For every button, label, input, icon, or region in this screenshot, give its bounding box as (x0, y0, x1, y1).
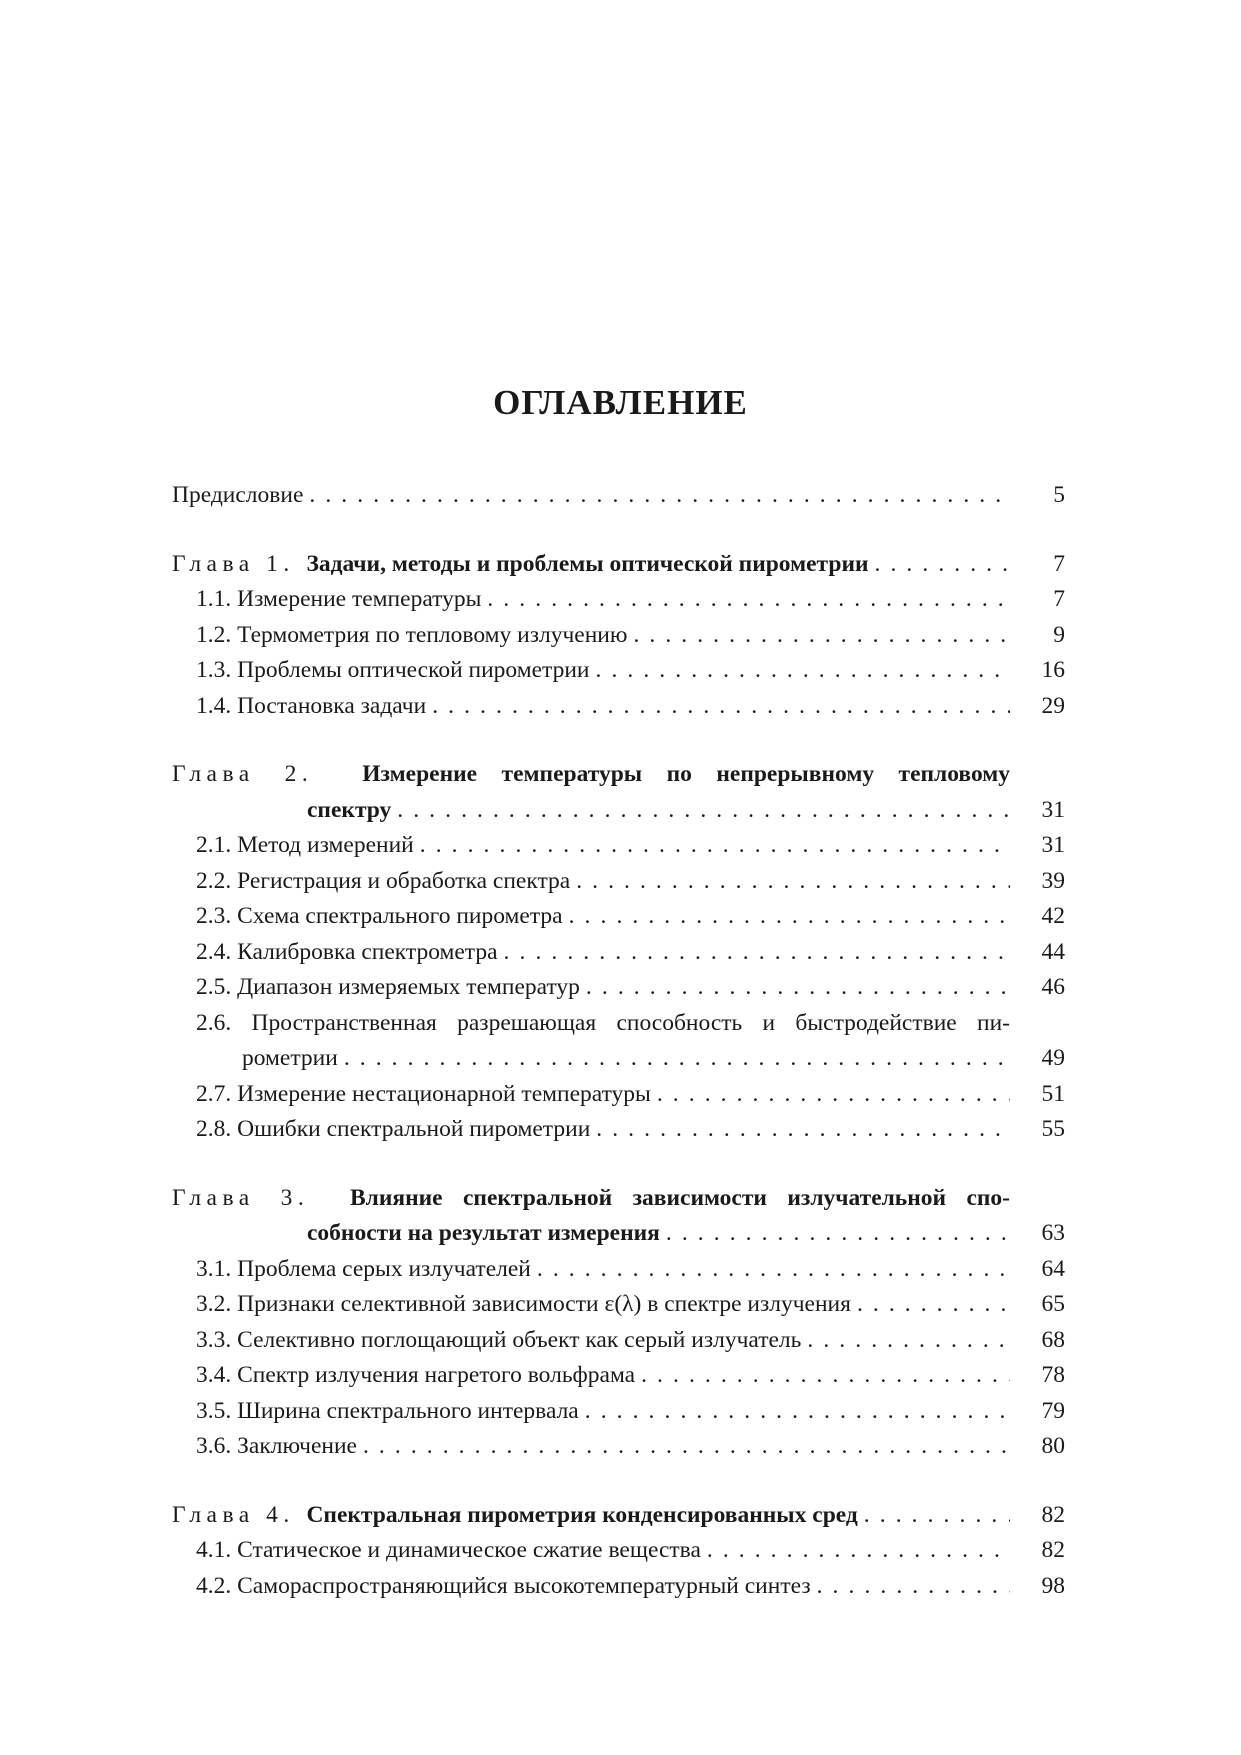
toc-entry-label: 2.2. Регистрация и обработка спектра (196, 868, 576, 894)
chapter-prefix: Глава 2. (172, 761, 314, 787)
toc-page-number: 80 (1041, 1433, 1065, 1459)
toc-entry-label: 2.7. Измерение нестационарной температуры (196, 1081, 657, 1107)
toc-chapter-4[interactable] (172, 1498, 1065, 1534)
toc-page-number: 98 (1041, 1572, 1065, 1599)
toc-page-number: 9 (1053, 621, 1065, 648)
toc-section[interactable] (172, 1112, 1065, 1148)
toc-chapter-3-line1[interactable] (172, 1181, 1065, 1217)
toc-section[interactable] (172, 1323, 1065, 1359)
toc-page-number: 7 (1053, 550, 1065, 577)
page-title: ОГЛАВЛЕНИЕ (493, 383, 748, 422)
chapter-title: Влияние спектральной зависимости излучательной спо- (349, 1184, 1010, 1211)
toc-page-number: 68 (1041, 1326, 1065, 1353)
toc-page-number: 82 (1041, 1501, 1065, 1528)
toc-entry-preface[interactable] (172, 478, 1065, 514)
toc-section[interactable] (172, 1569, 1065, 1605)
chapter-title-continued: спектру (307, 797, 397, 823)
toc-page-number: 46 (1041, 974, 1065, 1000)
toc-section[interactable] (172, 970, 1065, 1006)
toc-chapter-1[interactable] (172, 547, 1065, 583)
chapter-prefix: Глава 4. (172, 1501, 295, 1528)
toc-section-line2[interactable] (172, 1041, 1065, 1077)
toc-section[interactable] (172, 1533, 1065, 1569)
toc-page-number: 79 (1041, 1397, 1065, 1424)
toc-entry-label: 3.2. Признаки селективной зависимости ε(λ) в спектре излучения (196, 1291, 857, 1317)
toc-entry-label: 3.5. Ширина спектрального интервала (196, 1398, 585, 1424)
toc-entry-label: 2.1. Метод измерений (196, 832, 420, 858)
toc-section[interactable] (172, 1252, 1065, 1288)
toc-entry-label: 1.3. Проблемы оптической пирометрии (196, 657, 596, 683)
toc-page-number: 65 (1041, 1291, 1065, 1317)
toc-entry-label: 3.3. Селективно поглощающий объект как серый излучатель (196, 1327, 807, 1353)
chapter-title: Измерение температуры по непрерывному тепловому (362, 761, 1010, 787)
toc-entry-label: 4.2. Самораспространяющийся высокотемпературный синтез (196, 1573, 817, 1599)
chapter-prefix: Глава 3. (172, 1184, 310, 1211)
toc-page-number: 5 (1053, 482, 1065, 508)
toc-page-number: 55 (1041, 1116, 1065, 1142)
toc-entry-label: 1.1. Измерение температуры (196, 586, 487, 612)
toc-entry-label: 1.2. Термометрия по тепловому излучению (196, 622, 633, 648)
toc-entry-label: 2.6. Пространственная разрешающая способность и быстродействие пи- (196, 1009, 1010, 1036)
toc-section[interactable] (172, 653, 1065, 689)
toc-entry-label: 2.4. Калибровка спектрометра (196, 939, 504, 965)
toc-entry-label: 1.4. Постановка задачи (196, 693, 432, 719)
toc-section[interactable] (172, 689, 1065, 725)
toc-entry-label: Предисловие (172, 482, 309, 508)
toc-section[interactable] (172, 899, 1065, 935)
chapter-prefix: Глава 1. (172, 550, 295, 577)
toc-page-number: 39 (1041, 867, 1065, 894)
toc-page-number: 7 (1053, 586, 1065, 612)
toc-page-number: 16 (1041, 657, 1065, 683)
toc-section[interactable] (172, 864, 1065, 900)
toc-entry-label: 2.5. Диапазон измеряемых температур (196, 974, 586, 1000)
toc-section-line1[interactable] (172, 1006, 1065, 1042)
toc-entry-label: 2.3. Схема спектрального пирометра (196, 903, 569, 929)
chapter-title: Задачи, методы и проблемы оптической пирометрии (306, 550, 869, 577)
toc-page-number: 51 (1041, 1080, 1065, 1107)
toc-entry-label: 3.1. Проблема серых излучателей (196, 1256, 537, 1282)
toc-section[interactable] (172, 828, 1065, 864)
toc-section[interactable] (172, 1429, 1065, 1465)
toc-chapter-2-line2[interactable] (172, 793, 1065, 829)
toc-page-number: 31 (1041, 796, 1065, 823)
chapter-title-continued: собности на результат измерения (307, 1220, 666, 1246)
toc-page-number: 42 (1041, 903, 1065, 929)
toc-page-number: 31 (1041, 832, 1065, 858)
toc-page-number: 78 (1041, 1362, 1065, 1388)
toc-page-number: 44 (1041, 938, 1065, 965)
toc-section[interactable] (172, 1358, 1065, 1394)
toc-page-number: 29 (1041, 692, 1065, 719)
toc-page-number: 82 (1041, 1537, 1065, 1563)
toc-entry-label: 4.1. Статическое и динамическое сжатие вещества (196, 1537, 707, 1563)
toc-section[interactable] (172, 935, 1065, 971)
toc-section[interactable] (172, 1287, 1065, 1323)
toc-entry-label: 3.4. Спектр излучения нагретого вольфрама (196, 1362, 641, 1388)
table-of-contents (172, 478, 1065, 1604)
toc-page-number: 49 (1041, 1045, 1065, 1071)
chapter-title: Спектральная пирометрия конденсированных сред (306, 1501, 858, 1528)
toc-entry-label: 2.8. Ошибки спектральной пирометрии (196, 1116, 596, 1142)
toc-entry-label: 3.6. Заключение (196, 1433, 363, 1459)
toc-section[interactable] (172, 1077, 1065, 1113)
toc-entry-label-continued: рометрии (242, 1045, 344, 1071)
toc-section[interactable] (172, 1394, 1065, 1430)
toc-section[interactable] (172, 582, 1065, 618)
toc-chapter-2-line1[interactable] (172, 757, 1065, 793)
toc-page-number: 63 (1041, 1220, 1065, 1246)
toc-page-number: 64 (1041, 1255, 1065, 1282)
toc-section[interactable] (172, 618, 1065, 654)
toc-chapter-3-line2[interactable] (172, 1216, 1065, 1252)
